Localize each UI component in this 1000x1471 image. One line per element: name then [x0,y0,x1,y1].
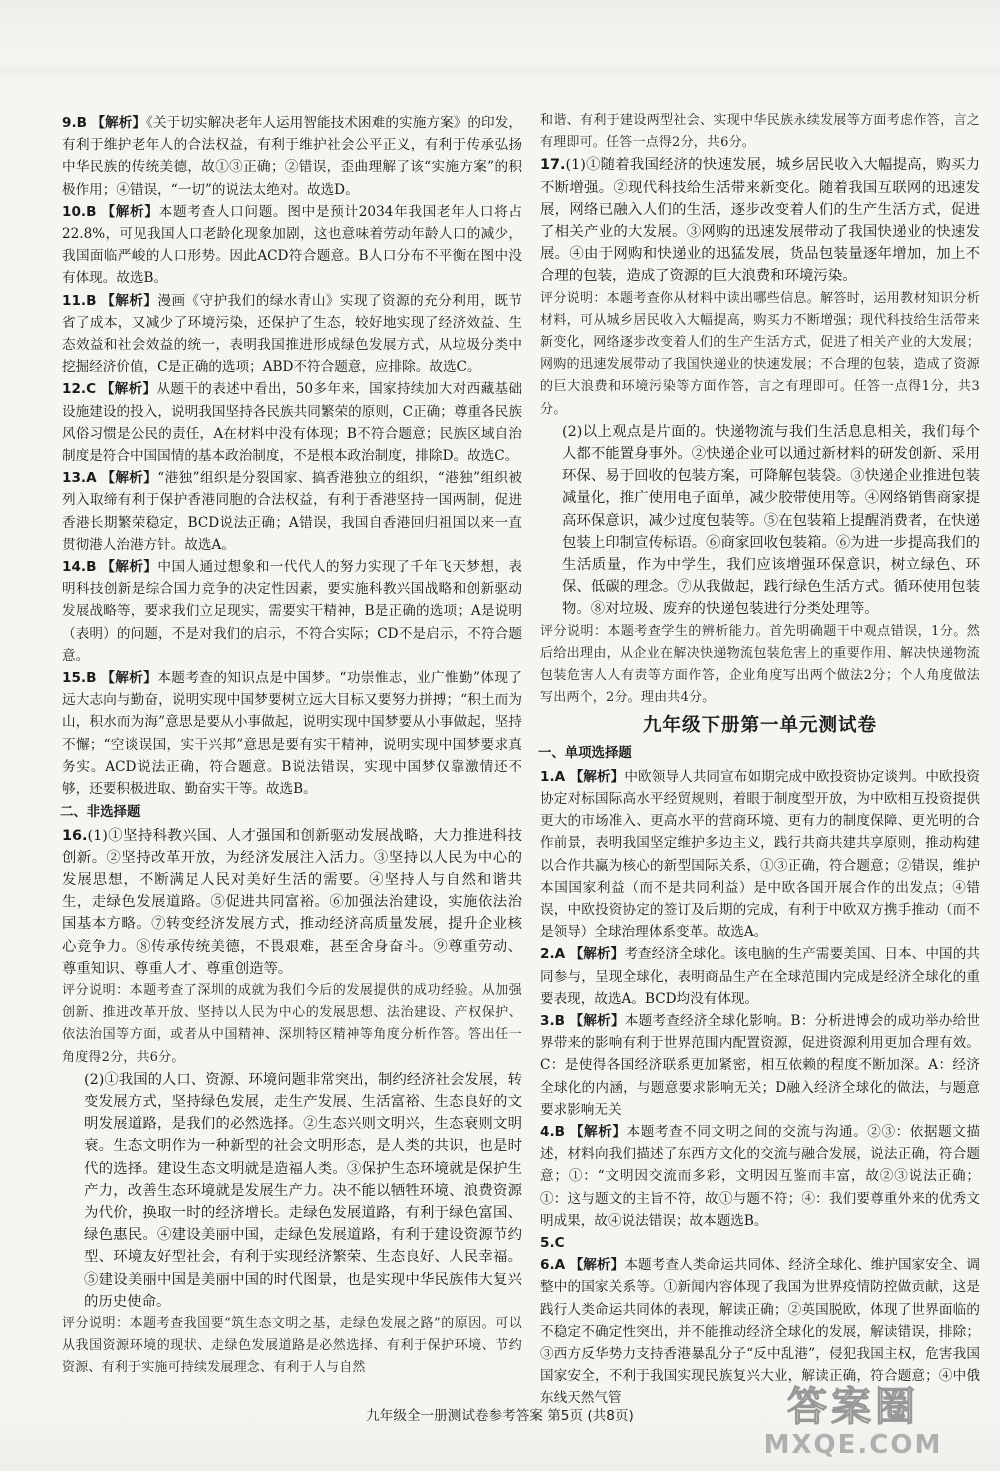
scoring-note-17-2: 评分说明：本题考查学生的辨析能力。首先明确题干中观点错误，1分。然后给出理由，从企业在解决快递物流包装危害上的重要作用、解决快递物流包装危害人人有责等方面作答，企业角度写出两个做法2分；个人角度做法写出两个，2分。理由共4分。 [540,623,980,706]
section-heading-single-choice: 一、单项选择题 [538,746,632,762]
answer-item-10: 10.B 【解析】本题考查人口问题。图中是预计2034年我国老年人口将占22.8%，可见我国人口老龄化现象加剧，这也意味着劳动年龄人口的减少，我国面临严峻的人口形势。因此ACD符合题意。B人口分布不平衡在图中没有体现。故选B。 [62,203,523,287]
answer-item-17-part2: (2)以上观点是片面的。快递物流与我们生活息息相关，我们每个人都不能置身事外。②快递企业可以通过新材料的研发创新、采用环保、易于回收的包装方案，可降解包装袋。③快递企业推进包装减量化，推广使用电子面单，减少胶带使用等。④网络销售商家提高环保意识，减少过度包装等。⑤在包装箱上提醒消费者，在快递包装上印制宣传标语。⑥商家回收包装箱。⑥为进一步提高我们的生活质量，作为中学生，我们应该增强环保意识，树立绿色、环保、低碳的理念。⑦从我做起，践行绿色生活方式。循环使用包装物。⑧对垃圾、废弃的快递包装进行分类处理等。 [562,423,980,618]
unit-test-title: 九年级下册第一单元测试卷 [642,715,877,737]
answer-item-16-part2: (2)①我国的人口、资源、环境问题非常突出，制约经济社会发展，转变发展方式，坚持绿色发展，走生产发展、生活富裕、生态良好的文明发展道路，是我们的必然选择。②生态兴则文明兴，生态衰则文明衰。生态文明作为一种新型的社会文明形态，是人类的共识，也是时代的选择。建设生态文明就是造福人类。③保护生态环境就是保护生产力，改善生态环境就是发展生产力。决不能以牺牲环境、浪费资源为代价，换取一时的经济增长。走绿色发展道路，有利于绿色富国、绿色惠民。④建设美丽中国，走绿色发展道路，有利于建设资源节约型、环境友好型社会，有利于实现经济繁荣、生态良好、人民幸福。⑤建设美丽中国是美丽中国的时代图景，也是实现中华民族伟大复兴的历史使命。 [84,1071,522,1310]
scan-band [0,60,1000,80]
answer-item-r6: 6.A 【解析】本题考查人类命运共同体、经济全球化、维护国家安全、调整中的国家关系等。①新闻内容体现了我国为世界疫情防控做贡献，这是践行人类命运共同体的表现，解读正确；②英国脱欧，体现了世界面临的不稳定不确定性突出，并不能推动经济全球化的发展，解读错误，排除；③西方反华势力支持香港暴乱分子“反中乱港”，侵犯我国主权，危害我国国家安全，不利于我国实现民族复兴大业，解读正确，符合题意；④中俄东线天然气管 [540,1257,981,1407]
answer-item-13: 13.A 【解析】“港独”组织是分裂国家、搞香港独立的组织，“港独”组织被列入取缔有利于保护香港同胞的合法权益，有利于香港坚持一国两制，促进香港长期繁荣稳定，BCD说法正确；A错误，我国自香港回归祖国以来一直贯彻港人治港方针。故选A。 [62,470,523,553]
watermark-url: MXQE.COM [763,1430,943,1460]
answer-item-17-part1: 17.(1)①随着我国经济的快速发展，城乡居民收入大幅提高，购买力不断增强。②现代科技给生活带来新变化。随着我国互联网的迅速发展，网络已融入人们的生活，逐步改变着人们的生产生活方式，促进了相关产业的大发展。③网购的迅速发展带动了我国快递业的快速发展。④由于网购和快递业的迅猛发展，货品包装量逐年增加，加上不合理的包装，造成了资源的巨大浪费和环境污染。 [540,157,980,285]
answer-item-r5: 5.C [540,1234,565,1251]
right-column [540,110,980,1410]
answer-item-16-part1: 16.(1)①坚持科教兴国、人才强国和创新驱动发展战略，大力推进科技创新。②坚持改革开放，为经济发展注入活力。③坚持以人民为中心的发展思想，不断满足人民对美好生活的需要。④坚持人与自然和谐共生，走绿色发展道路。⑤促进共同富裕。⑥加强法治建设，实施依法治国基本方略。⑦转变经济发展方式，推动经济高质量发展，提升企业核心竞争力。⑧传承传统美德，不畏艰难，甚至舍身奋斗。⑨尊重劳动、尊重知识、尊重人才、尊重创造等。 [62,827,522,977]
answer-item-12: 12.C 【解析】从题干的表述中看出，50多年来，国家持续加大对西藏基础设施建设的投入，说明我国坚持各民族共同繁荣的原则，C正确；尊重各民族风俗习惯是公民的责任，A在材料中没有体现；B不符合题意；民族区域自治制度是符合中国国情的基本政治制度，不是根本政治制度，排除D。故选C。 [62,381,523,465]
answer-item-14: 14.B 【解析】中国人通过想象和一代代人的努力实现了千年飞天梦想，表明科技创新是综合国力竞争的决定性因素，要实施科教兴国战略和创新驱动发展战略等，要求我们立足现实，需要实干精神，B是正确的选项；A是说明（表明）的问题，不是对我们的启示，不符合实际；CD不是启示，不符合题意。 [62,559,523,664]
page-footer: 九年级全一册测试卷参考答案 第5页 (共8页) [366,1408,634,1424]
scoring-note-16-2-cont: 和谐、有利于建设两型社会、实现中华民族永续发展等方面考虑作答，言之有理即可。任答一点得2分，共6分。 [540,113,980,151]
answer-item-r4: 4.B 【解析】本题考查不同文明之间的交流与沟通。②③：依据题文描述，材料向我们描述了东西方文化的交流与融合发展，说法正确，符合题意；①：“文明因交流而多彩，文明因互鉴而丰富，故②③说法正确；①：这与题文的主旨不符，故①与题不符；④：我们要尊重外来的优秀文明成果，故④说法错误；故本题选B。 [540,1123,981,1229]
section-heading-nonchoice: 二、非选择题 [60,805,141,821]
answer-item-9: 9.B 【解析】《关于切实解决老年人运用智能技术困难的实施方案》的印发，有利于维护老年人的合法权益，有利于维护社会公平正义，有利于传承弘扬中华民族的传统美德，故①③正确；②错误，歪曲理解了该“实施方案”的积极作用；④错误，“一切”的说法太绝对。故选D。 [62,115,522,198]
answer-item-r3: 3.B 【解析】本题考查经济全球化影响。B：分析进博会的成功举办给世界带来的影响有利于世界范围内配置资源，促进资源利用更加合理有效。C：是使得各国经济联系更加紧密，相互依赖的程度不断加深。A：经济全球化的内涵，与题意要求影响无关；D融入经济全球化的做法，与题意要求影响无关 [540,1012,981,1118]
scoring-note-16-2: 评分说明：本题考查我国要“筑生态文明之基，走绿色发展之路”的原因。可以从我国资源环境的现状、走绿色发展道路是必然选择、有利于保护环境、节约资源、有利于实施可持续发展理念、有利于人与自然 [62,1315,522,1376]
answer-item-15: 15.B 【解析】本题考查的知识点是中国梦。“功崇惟志，业广惟勤”体现了远大志向与勤奋，说明实现中国梦要树立远大目标又要努力拼搏；“积土而为山，积水而为海”意思是要从小事做起，说明实现中国梦要从小事做起，坚持不懈；“空谈误国，实干兴邦”意思是要有实干精神，说明实现中国梦要求真务实。ACD说法正确，符合题意。B说法错误，实现中国梦仅靠激情还不够，还要积极进取、勤奋实干等。故选B。 [62,670,523,798]
answer-item-11: 11.B 【解析】漫画《守护我们的绿水青山》实现了资源的充分利用，既节省了成本，又减少了环境污染，还保护了生态，较好地实现了经济效益、生态效益和社会效益的统一，表明我国推进形成绿色发展方式，从垃圾分类中挖掘经济价值，C是正确的选项；ABD不符合题意，应排除。故选C。 [62,292,523,376]
left-column [62,112,522,1380]
answer-item-r1: 1.A 【解析】中欧领导人共同宣布如期完成中欧投资协定谈判。中欧投资协定对标国际高水平经贸规则，着眼于制度型开放，为中欧相互投资提供更大的市场准入、更高水平的营商环境、更有力的制度保障、更光明的合作前景，表明我国坚定维护多边主义，践行共商共建共享原则，推动构建以合作共赢为核心的新型国际关系，①③正确，符合题意；②错误，维护本国国家利益（而不是共同利益）是中欧各国开展合作的出发点；④错误，中欧投资协定的签订及后期的完成，有利于中欧双方携手推动（而不是领导）全球治理体系变革。故选A。 [540,768,981,941]
site-watermark [728,1383,978,1463]
answer-item-r2: 2.A 【解析】考查经济全球化。该电脑的生产需要美国、日本、中国的共同参与，呈现全球化，表明商品生产在全球范围内完成是经济全球化的重要表现，故选A。BCD均没有体现。 [540,946,981,1007]
watermark-logo-text: 答案圈 [787,1384,919,1430]
scoring-note-17-1: 评分说明：本题考查你从材料中读出哪些信息。解答时，运用教材知识分析材料，可从城乡居民收入大幅提高，购买力不断增强；现代科技给生活带来新变化，网络逐步改变着人们的生产生活方式，促进了相关产业的大发展；网购的迅速发展带动了我国快递业的快速发展；不合理的包装，造成了资源的巨大浪费和环境污染等方面作答，言之有理即可。任答一点得1分，共3分。 [540,290,980,417]
scoring-note-16-1: 评分说明：本题考查了深圳的成就为我们今后的发展提供的成功经验。从加强创新、推进改革开放、坚持以人民为中心的发展思想、法治建设、产权保护、依法治国等方面，或者从中国精神、深圳特区精神等角度分析作答。答出任一角度得2分，共6分。 [62,982,522,1065]
